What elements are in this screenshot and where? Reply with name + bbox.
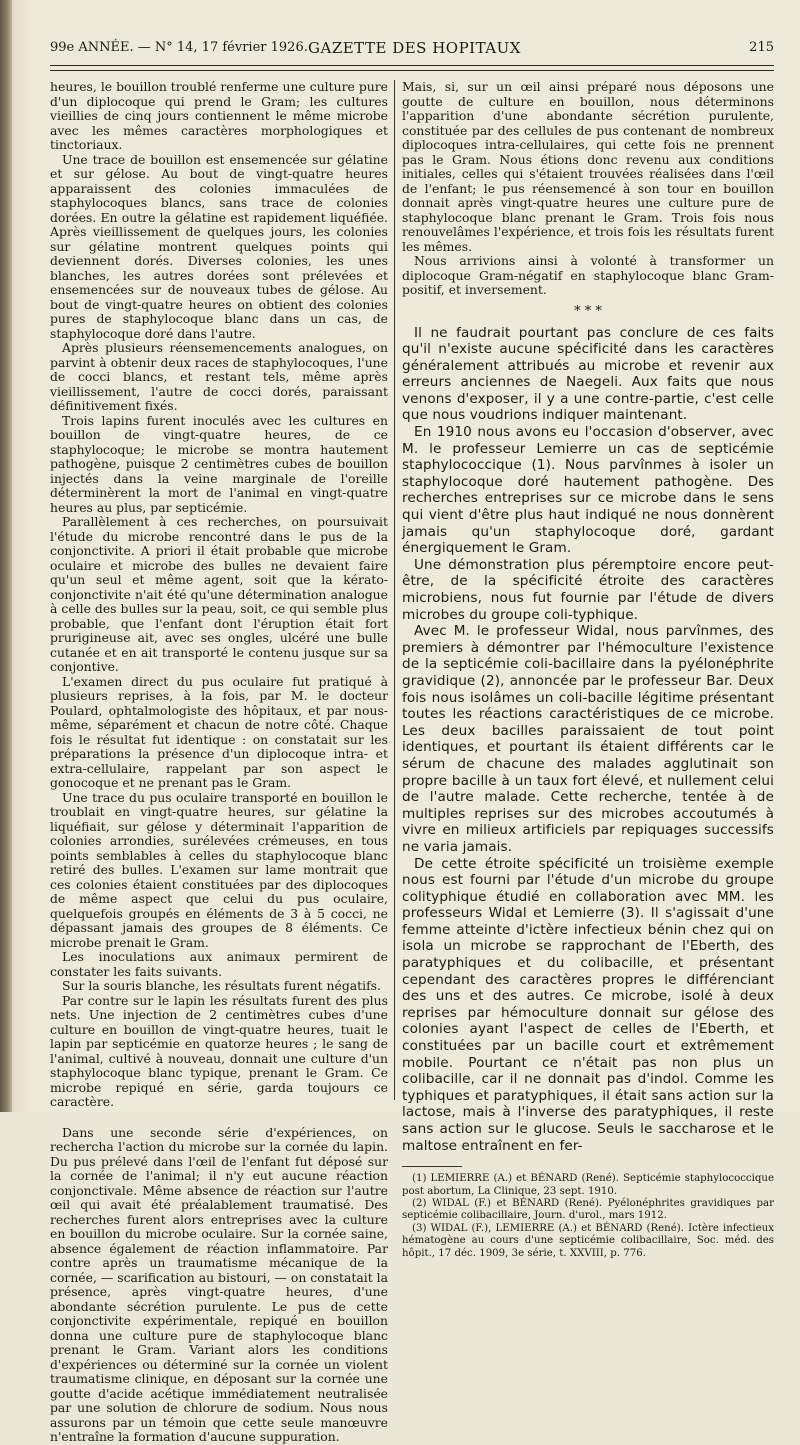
page-binding-edge [0, 0, 12, 1112]
paragraph: En 1910 nous avons eu l'occasion d'observer, avec M. le professeur Lemierre un cas de septicémie staphylococcique (1). Nous parvînmes à isoler un staphylocoque doré hautement pathogène. Des recherches entreprises sur ce microbe dans le sens qui vient d'être plus haut indiqué ne nous donnèrent jamais qu'un staphylocoque doré, gardant énergiquement le Gram. [402, 424, 774, 557]
footnote: (2) WIDAL (F.) et BÉNARD (René). Pyélonéphrites gravidiques par septicémie colibacillaire, Journ. d'urol., mars 1912. [402, 1198, 774, 1222]
paragraph: Les inoculations aux animaux permirent de constater les faits suivants. [50, 949, 388, 979]
column-divider [394, 80, 395, 1100]
paragraph: Une démonstration plus péremptoire encore peut-être, de la spécificité étroite des caractères microbiens, nous fut fournie par l'étude de divers microbes du groupe coli-typhique. [402, 556, 774, 623]
page-number: 215 [749, 40, 774, 55]
footnote-rule [402, 1166, 462, 1167]
paragraph: De cette étroite spécificité un troisième exemple nous est fourni par l'étude d'un microbe du groupe colityphique étudié en collaboration avec MM. les professeurs Widal et Lemierre (3). Il s'agissait d'une femme atteinte d'ictère infectieux bénin chez qui on isola un microbe se rapprochant de l'Eberth, des paratyphiques et du colibacille, et présentant cependant des caractères propres le différenciant des uns et des autres. Ce microbe, isolé à deux reprises par hémoculture donnait sur gélose des colonies ayant l'aspect de celles de l'Eberth, et constituées par un bacille court et extrêmement mobile. Pourtant ce n'était pas non plus un colibacille, car il ne donnait pas d'indol. Comme les typhiques et paratyphiques, il était sans action sur la lactose, mais à l'inverse des paratyphiques, il reste sans action sur le glucose. Seuls le saccharose et le maltose entraînent en fer- [402, 855, 774, 1154]
paragraph: Mais, si, sur un œil ainsi préparé nous déposons une goutte de culture en bouillon, nous déterminons l'apparition d'une abondante sécrétion purulente, constituée par des cellules de pus contenant de nombreux diplocoques intra-cellulaires, qui cette fois ne prennent pas le Gram. Nous étions donc revenu aux conditions initiales, celles qui s'étaient trouvées réalisées dans l'œil de l'enfant; le pus réensemencé à son tour en bouillon donnait après vingt-quatre heures une culture pure de staphylocoque blanc prenant le Gram. Trois fois nous renouvelâmes l'expérience, et trois fois les résultats furent les mêmes. [402, 79, 774, 254]
running-header [50, 40, 774, 60]
paragraph: L'examen direct du pus oculaire fut pratiqué à plusieurs reprises, à la fois, par M. le docteur Poulard, ophtalmologiste des hôpitaux, et par nous-même, séparément et chacun de notre côté. Chaque fois le résultat fut identique : on constatait sur les préparations la présence d'un diplocoque intra- et extra-cellulaire, rappelant par son aspect le gonocoque et ne prenant pas le Gram. [50, 673, 388, 790]
paragraph: Une trace du pus oculaire transporté en bouillon le troublait en vingt-quatre heures, sur gélatine la liquéfiait, sur gélose y déterminait l'apparition de colonies arrondies, surélevées crémeuses, en tous points semblables à celles du staphylocoque blanc retiré des bulles. L'examen sur lame montrait que ces colonies étaient constituées par des diplocoques de même aspect que celui du pus oculaire, quelquefois groupés en éléments de 3 à 5 cocci, ne dépassant jamais des groupes de 8 éléments. Ce microbe prenait le Gram. [50, 789, 388, 950]
paragraph: Il ne faudrait pourtant pas conclure de ces faits qu'il n'existe aucune spécificité dans les caractères généralement attribués au microbe et revenir aux erreurs anciennes de Naegeli. Aux faits que nous venons d'exposer, il y a une contre-partie, c'est celle que nous voudrions indiquer maintenant. [402, 324, 774, 424]
left-column [50, 79, 388, 1444]
footnote: (3) WIDAL (F.), LEMIERRE (A.) et BÉNARD (René). Ictère infectieux hématogène au cours d'une septicémie colibacillaire, Soc. méd. des hôpit., 17 déc. 1909, 3e série, t. XXVIII, p. 776. [402, 1222, 774, 1259]
paragraph: Sur la souris blanche, les résultats furent négatifs. [62, 978, 381, 993]
paragraph: heures, le bouillon troublé renferme une culture pure d'un diplocoque qui prend le Gram; les cultures vieillies de cinq jours contiennent le même microbe avec les mêmes caractères morphologiques et tinctoriaux. [50, 79, 388, 152]
header-rule-thick [50, 65, 774, 66]
paragraph: Parallèlement à ces recherches, on poursuivait l'étude du microbe rencontré dans le pus de la conjonctivite. A priori il était probable que microbe oculaire et microbe des bulles ne devaient faire qu'un seul et même agent, soit que la kérato-conjonctivite n'ait été qu'une détermination analogue à celle des bulles sur la peau, soit, ce qui semble plus probable, que l'enfant dont l'éruption était fort prurigineuse ait, avec ses ongles, ulcéré une bulle cutanée et en ait transporté le contenu jusque sur sa conjontive. [50, 514, 388, 674]
paragraph: Une trace de bouillon est ensemencée sur gélatine et sur gélose. Au bout de vingt-quatre heures apparaissent des colonies immaculées de staphylocoques blancs, sans trace de colonies dorées. En outre la gélatine est rapidement liquéfiée. Après vieillissement de quelques jours, les colonies sur gélatine montrent quelques points qui deviennent dorés. Diverses colonies, les unes blanches, les autres dorées sont prélevées et ensemencées sur de nouveaux tubes de gélose. Au bout de vingt-quatre heures on obtient des colonies pures de staphylocoque blanc dans un cas, de staphylocoque doré dans l'autre. [50, 151, 388, 341]
footnotes [402, 1173, 774, 1260]
paragraph: Nous arrivions ainsi à volonté à transformer un diplocoque Gram-négatif en staphylocoque blanc Gram-positif, et inversement. [402, 253, 774, 297]
section-separator: * * * [574, 303, 602, 319]
paragraph: Après plusieurs réensemencements analogues, on parvint à obtenir deux races de staphylocoques, l'une de cocci blancs, et restant tels, même après vieillissement, l'autre de cocci dorés, paraissant définitivement fixés. [50, 340, 388, 413]
journal-title: GAZETTE DES HOPITAUX [308, 39, 521, 57]
footnote: (1) LEMIERRE (A.) et BÉNARD (René). Septicémie staphylococcique post abortum, La Clinique, 23 sept. 1910. [402, 1173, 774, 1197]
paragraph: Avec M. le professeur Widal, nous parvînmes, des premiers à démontrer par l'hémoculture l'existence de la septicémie coli-bacillaire dans la pyélonéphrite gravidique (2), annoncée par le professeur Bar. Deux fois nous isolâmes un coli-bacille légitime présentant toutes les réactions caractéristiques de ce microbe. Les deux bacilles paraissaient de tout point identiques, et pourtant ils étaient différents car le sérum de chacune des malades agglutinait son propre bacille à un taux fort élevé, et nullement celui de l'autre malade. Cette recherche, tentée à de multiples reprises sur des microbes accoutumés à vivre en milieux artificiels par repiquages successifs ne varia jamais. [402, 623, 774, 855]
paragraph: Dans une seconde série d'expériences, on rechercha l'action du microbe sur la cornée du lapin. Du pus prélevé dans l'œil de l'enfant fut déposé sur la cornée de l'animal; il n'y eut aucune réaction conjonctivale. Même absence de réaction sur l'autre œil qui avait été préalablement traumatisé. Des recherches furent alors entreprises avec la culture en bouillon du microbe oculaire. Sur la cornée saine, absence également de réaction inflammatoire. Par contre après un traumatisme mécanique de la cornée, — scarification au bistouri, — on constatait la présence, après vingt-quatre heures, d'une abondante sécrétion purulente. Le pus de cette conjonctivite expérimentale, repiqué en bouillon donna une culture pure de staphylocoque blanc prenant le Gram. Variant alors les conditions d'expériences ou déterminé sur la cornée un violent traumatisme clinique, en déposant sur la cornée une goutte d'acide acétique immédiatement neutralisée par une solution de chlorure de sodium. Nous nous assurons par un témoin que cette seule manœuvre n'entraîne la formation d'aucune suppuration. [50, 1124, 388, 1444]
paragraph: Par contre sur le lapin les résultats furent des plus nets. Une injection de 2 centimètres cubes d'une culture en bouillon de vingt-quatre heures, tuait le lapin par septicémie en quatorze heures ; le sang de l'animal, cultivé à nouveau, donnait une culture d'un staphylocoque blanc typique, prenant le Gram. Ce microbe repiqué en série, garda toujours ce caractère. [50, 992, 388, 1109]
header-rule-thin [50, 70, 774, 71]
right-column [402, 79, 774, 1259]
issue-info: 99e ANNÉE. — N° 14, 17 février 1926. [50, 40, 308, 55]
paragraph: Trois lapins furent inoculés avec les cultures en bouillon de vingt-quatre heures, de ce staphylocoque; le microbe se montra hautement pathogène, puisque 2 centimètres cubes de bouillon injectés dans la veine marginale de l'oreille déterminèrent la mort de l'animal en vingt-quatre heures au plus, par septicémie. [50, 412, 388, 515]
